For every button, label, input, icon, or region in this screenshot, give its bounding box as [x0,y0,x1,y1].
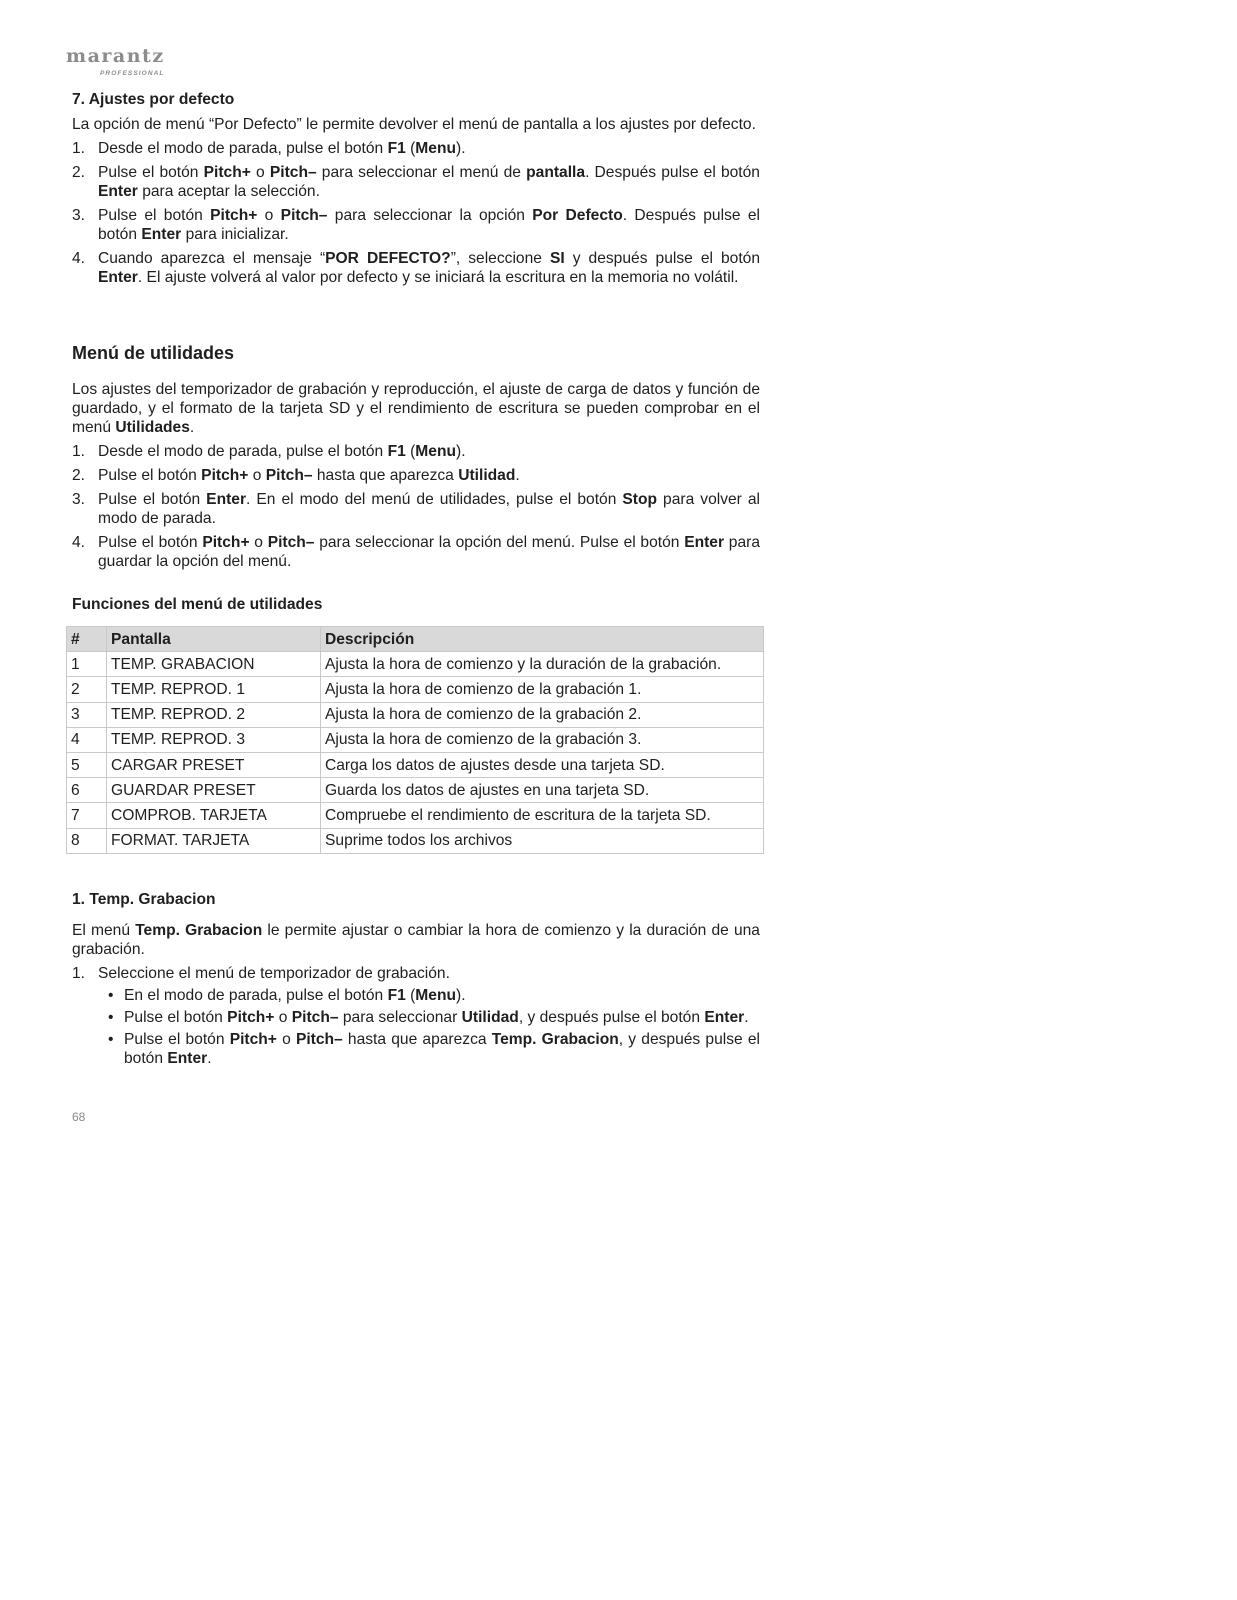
section-menu-utilidades [72,344,760,571]
list-number: 2. [72,467,86,484]
table-row [67,803,764,828]
section-title: 7. Ajustes por defecto [72,91,235,108]
cell-pantalla: COMPROB. TARJETA [107,803,321,828]
list-number: 1. [72,443,86,460]
text-run: ). [456,443,466,460]
text-run: . [189,419,195,436]
steps-list [72,964,760,983]
text-run: ”, seleccione [450,250,550,267]
list-number: 4. [72,250,86,267]
cell-num: 7 [67,803,107,828]
section-intro: La opción de menú “Por Defecto” le permite devolver el menú de pantalla a los ajustes por defecto. [72,116,756,133]
bold-term: pantalla [526,164,586,181]
bullet-item [106,986,760,1005]
text-run: . [744,1009,749,1026]
cell-descripcion: Compruebe el rendimiento de escritura de la tarjeta SD. [321,803,764,828]
bold-term: Pitch+ [202,534,250,551]
cell-num: 6 [67,778,107,803]
cell-pantalla: GUARDAR PRESET [107,778,321,803]
bold-term: Pitch– [280,207,328,224]
marantz-logo [66,45,176,77]
list-item [72,139,760,158]
bullet-list [106,986,760,1068]
text-run: . [515,467,520,484]
table-row [67,828,764,853]
bold-term: Menu [415,140,457,157]
bold-term: Utilidades [115,419,190,436]
utilities-table [66,626,764,854]
bold-term: Utilidad [458,467,516,484]
text-run: ( [405,987,416,1004]
text-run: . En el modo del menú de utilidades, pulse el botón [246,491,623,508]
list-number: 1. [72,140,86,157]
bold-term: Pitch– [291,1009,339,1026]
list-item [72,964,760,983]
text-run: hasta que aparezca [312,467,459,484]
bold-term: POR DEFECTO? [325,250,451,267]
table-row [67,727,764,752]
list-number: 3. [72,207,86,224]
text-run: para seleccionar la opción [327,207,533,224]
bold-term: Enter [98,183,138,200]
cell-num: 5 [67,752,107,777]
cell-num: 1 [67,652,107,677]
bold-term: Por Defecto [532,207,623,224]
bold-term: Pitch+ [227,1009,275,1026]
cell-descripcion: Ajusta la hora de comienzo de la grabación 1. [321,677,764,702]
page-number: 68 [72,1110,86,1124]
bullet-item [106,1030,760,1068]
cell-num: 4 [67,727,107,752]
section-temp-grabacion [72,890,760,1068]
text-run: El menú [72,922,136,939]
step-text: Seleccione el menú de temporizador de grabación. [98,965,450,982]
text-run: . Después pulse el botón [585,164,760,181]
text-run: para guardar la opción del menú. [98,534,760,570]
bold-term: Pitch– [267,534,315,551]
text-run: Pulse el botón [124,1009,228,1026]
cell-descripcion: Ajusta la hora de comienzo y la duración de la grabación. [321,652,764,677]
text-run: para seleccionar la opción del menú. Pulse el botón [314,534,685,551]
text-run: o [248,467,266,484]
list-item [72,163,760,201]
text-run: ( [405,140,416,157]
header-descripcion: Descripción [321,627,764,652]
text-run: , y después pulse el botón [518,1009,705,1026]
cell-pantalla: TEMP. GRABACION [107,652,321,677]
text-run: , y después pulse el botón [124,1031,760,1067]
bold-term: Enter [98,269,138,286]
text-run: Pulse el botón [98,534,203,551]
bold-term: Enter [206,491,247,508]
text-run: Desde el modo de parada, pulse el botón [98,443,388,460]
logo-brand: marantz [66,45,165,67]
cell-pantalla: CARGAR PRESET [107,752,321,777]
text-run: En el modo de parada, pulse el botón [124,987,388,1004]
bold-term: Menu [415,987,457,1004]
list-number: 2. [72,164,86,181]
section-heading: Menú de utilidades [72,343,235,363]
bold-term: Pitch– [265,467,313,484]
text-run: o [274,1009,292,1026]
steps-list [72,442,760,571]
cell-descripcion: Guarda los datos de ajustes en una tarjeta SD. [321,778,764,803]
list-item [72,249,760,287]
cell-descripcion: Carga los datos de ajustes desde una tarjeta SD. [321,752,764,777]
bold-term: Pitch– [269,164,317,181]
text-run: ). [456,987,466,1004]
text-run: le permite ajustar o cambiar la hora de comienzo y la duración de una grabación. [72,922,760,958]
list-number: 3. [72,491,86,508]
bold-term: Pitch+ [229,1031,277,1048]
text-run: y después pulse el botón [564,250,761,267]
bold-term: Pitch+ [210,207,258,224]
text-run: para seleccionar el menú de [316,164,527,181]
steps-list [72,139,760,287]
bold-term: Enter [704,1009,745,1026]
text-run: o [257,207,281,224]
table-row [67,752,764,777]
bold-term: Stop [622,491,658,508]
bold-term: Enter [684,534,725,551]
cell-descripcion: Ajusta la hora de comienzo de la grabación 2. [321,702,764,727]
table-row [67,702,764,727]
cell-num: 8 [67,828,107,853]
section-ajustes-defecto [72,90,760,287]
table-title: Funciones del menú de utilidades [72,596,323,613]
text-run: Pulse el botón [98,467,202,484]
list-number: 4. [72,534,86,551]
bold-term: Enter [141,226,182,243]
list-item [72,533,760,571]
bullet-icon: • [108,1009,114,1026]
bold-term: F1 [387,443,406,460]
text-run: o [276,1031,296,1048]
text-run: Desde el modo de parada, pulse el botón [98,140,388,157]
cell-num: 2 [67,677,107,702]
text-run: ( [405,443,416,460]
bullet-icon: • [108,987,114,1004]
text-run: para volver al modo de parada. [98,491,760,527]
table-header-row [67,627,764,652]
bold-term: F1 [387,140,406,157]
cell-num: 3 [67,702,107,727]
cell-pantalla: FORMAT. TARJETA [107,828,321,853]
list-number: 1. [72,965,86,982]
cell-descripcion: Ajusta la hora de comienzo de la grabación 3. [321,727,764,752]
logo-sub: PROFESSIONAL [100,70,165,77]
list-item [72,490,760,528]
bold-term: Pitch+ [201,467,249,484]
header-pantalla: Pantalla [107,627,321,652]
text-run: . [207,1050,212,1067]
table-row [67,652,764,677]
bold-term: Temp. Grabacion [491,1031,619,1048]
text-run: Pulse el botón [98,164,204,181]
text-run: . El ajuste volverá al valor por defecto y se iniciará la escritura en la memoria no volátil. [137,269,739,286]
cell-pantalla: TEMP. REPROD. 2 [107,702,321,727]
cell-pantalla: TEMP. REPROD. 3 [107,727,321,752]
text-run: . Después pulse el botón [98,207,760,243]
table-row [67,778,764,803]
text-run: para inicializar. [181,226,289,243]
section-intro [72,921,760,959]
text-run: Pulse el botón [98,491,207,508]
bold-term: SI [549,250,565,267]
text-run: hasta que aparezca [342,1031,492,1048]
header-num: # [67,627,107,652]
list-item [72,442,760,461]
bold-term: Pitch– [295,1031,343,1048]
bold-term: Temp. Grabacion [135,922,263,939]
text-run: Cuando aparezca el mensaje “ [98,250,326,267]
cell-pantalla: TEMP. REPROD. 1 [107,677,321,702]
text-run: para aceptar la selección. [137,183,320,200]
bold-term: Menu [415,443,457,460]
table-row [67,677,764,702]
list-item [72,206,760,244]
bullet-item [106,1008,760,1027]
bold-term: F1 [387,987,406,1004]
bullet-icon: • [108,1031,114,1048]
list-item [72,466,760,485]
bold-term: Enter [167,1050,208,1067]
text-run: ). [456,140,466,157]
bold-term: Pitch+ [203,164,251,181]
text-run: o [249,534,268,551]
text-run: Los ajustes del temporizador de grabación y reproducción, el ajuste de carga de datos y función de guardado, y el formato de la tarjeta SD y el rendimiento de escritura se pueden comprobar en el menú [72,381,760,436]
section-intro [72,380,760,437]
section-title: 1. Temp. Grabacion [72,891,216,908]
text-run: para seleccionar [338,1009,462,1026]
text-run: Pulse el botón [98,207,211,224]
text-run: Pulse el botón [124,1031,230,1048]
text-run: o [250,164,270,181]
bold-term: Utilidad [461,1009,519,1026]
cell-descripcion: Suprime todos los archivos [321,828,764,853]
